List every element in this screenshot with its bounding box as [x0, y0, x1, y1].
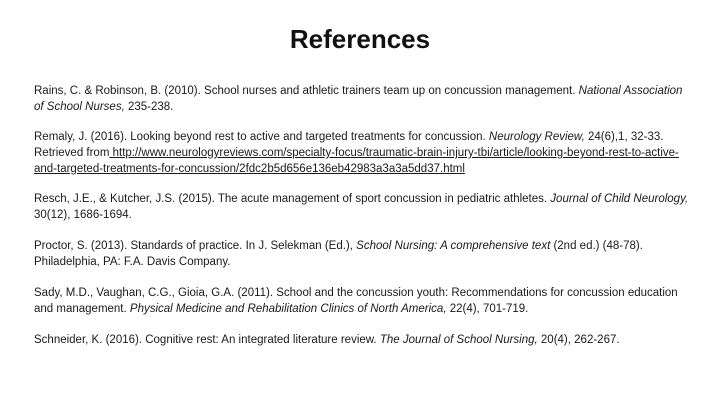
reference-list	[34, 83, 694, 363]
reference-text: Rains, C. & Robinson, B. (2010). School nurses and athletic trainers team up on concussion management.	[34, 85, 579, 97]
page-title: References	[289, 24, 431, 54]
reference-details: 30(12), 1686-1694.	[34, 209, 132, 221]
reference-text: Resch, J.E., & Kutcher, J.S. (2015). The acute management of sport concussion in pediatric athletes.	[34, 193, 551, 205]
reference-link[interactable]: http://www.neurologyreviews.com/specialty-focus/traumatic-brain-injury-tbi/article/looking-beyond-rest-to-active-and-targeted-treatments-for-concussion/2fdc2b5d656e136eb42983a3a3a5dd37.html	[34, 147, 679, 175]
reference-text: Remaly, J. (2016). Looking beyond rest to active and targeted treatments for concussion.	[34, 131, 489, 143]
reference-text: Proctor, S. (2013). Standards of practice. In J. Selekman (Ed.),	[34, 240, 357, 252]
reference-item	[34, 238, 694, 270]
reference-item	[34, 285, 694, 317]
reference-text: Sady, M.D., Vaughan, C.G., Gioia, G.A. (2011). School and the concussion youth: Recommendations for concussion education and management.	[34, 287, 678, 315]
reference-details: (2nd ed.) (48-78). Philadelphia, PA: F.A. Davis Company.	[34, 240, 643, 268]
reference-details: 235-238.	[124, 101, 174, 113]
reference-item	[34, 129, 694, 177]
reference-source: School Nursing: A comprehensive text	[356, 240, 551, 252]
reference-details: 20(4), 262-267.	[537, 334, 620, 346]
reference-details: 22(4), 701-719.	[446, 303, 529, 315]
reference-details: 24(6),1, 32-33. Retrieved from	[34, 131, 664, 159]
reference-source: National Association of School Nurses,	[34, 85, 683, 113]
reference-source: Neurology Review,	[488, 131, 585, 143]
reference-source: The Journal of School Nursing,	[379, 334, 538, 346]
reference-text: Schneider, K. (2016). Cognitive rest: An integrated literature review.	[34, 334, 380, 346]
reference-source: Physical Medicine and Rehabilitation Clinics of North America,	[129, 303, 447, 315]
reference-item	[34, 191, 694, 223]
reference-item	[34, 332, 694, 348]
reference-item	[34, 83, 694, 115]
reference-source: Journal of Child Neurology,	[550, 193, 689, 205]
